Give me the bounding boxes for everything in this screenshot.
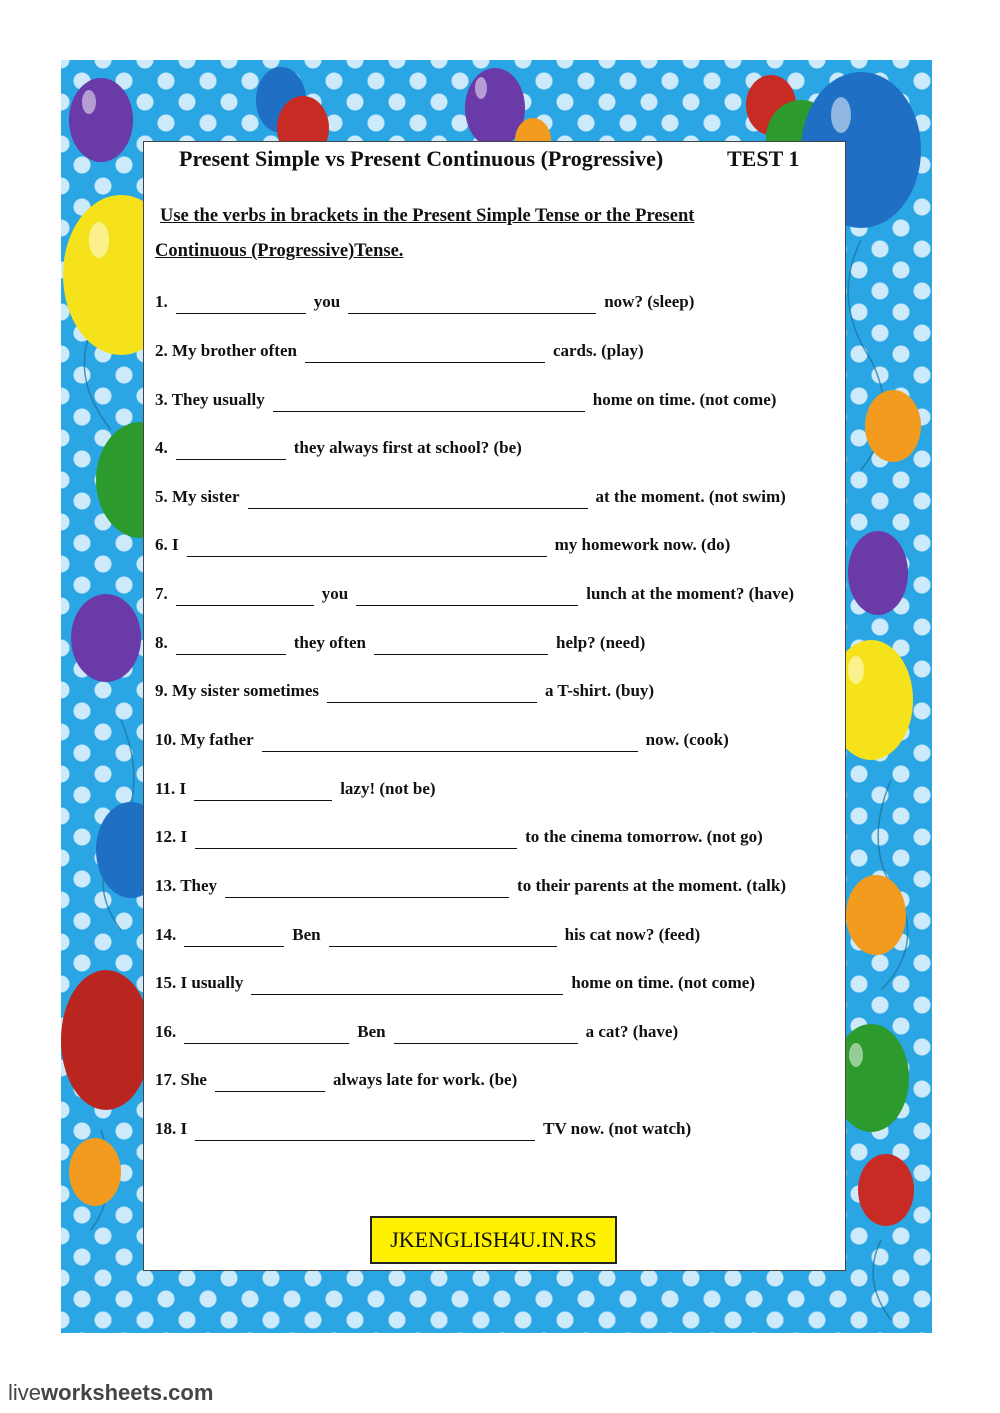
answer-blank[interactable] [329,928,557,947]
question-17 [155,1068,517,1092]
question-text: they always first at school? (be) [293,438,522,457]
answer-blank[interactable] [348,295,596,314]
answer-blank[interactable] [273,393,585,412]
question-3 [155,388,776,412]
question-text: 12. I [155,827,188,846]
question-2 [155,339,644,363]
question-text: home on time. (not come) [571,973,755,992]
question-15 [155,971,755,995]
question-text: TV now. (not watch) [543,1119,692,1138]
answer-blank[interactable] [374,636,548,655]
question-text: to their parents at the moment. (talk) [517,876,787,895]
question-text: 6. I [155,535,179,554]
brand-suffix: worksheets.com [41,1380,214,1405]
worksheet-title: Present Simple vs Present Continuous (Progressive) [179,146,664,171]
brand-prefix: live [8,1380,42,1405]
question-text: 15. I usually [155,973,244,992]
answer-blank[interactable] [176,295,306,314]
question-11 [155,777,436,801]
answer-blank[interactable] [187,538,547,557]
instruction-line-2: Continuous (Progressive)Tense. [155,241,404,261]
question-text: 8. [155,633,168,652]
question-text: Ben [357,1022,386,1041]
answer-blank[interactable] [195,1122,535,1141]
question-18 [155,1117,691,1141]
question-text: Ben [292,925,321,944]
answer-blank[interactable] [184,928,284,947]
question-text: 1. [155,292,168,311]
question-text: 7. [155,584,168,603]
answer-blank[interactable] [394,1025,578,1044]
answer-blank[interactable] [176,587,314,606]
question-10 [155,728,729,752]
question-14 [155,923,700,947]
question-text: help? (need) [555,633,646,652]
answer-blank[interactable] [176,636,286,655]
question-text: 9. My sister sometimes [155,681,319,700]
question-text: now. (cook) [645,730,729,749]
answer-blank[interactable] [251,976,563,995]
question-text: 11. I [155,779,187,798]
question-text: 13. They [155,876,218,895]
question-text: they often [293,633,366,652]
question-text: 16. [155,1022,177,1041]
question-text: a T-shirt. (buy) [544,681,655,700]
answer-blank[interactable] [305,344,545,363]
answer-blank[interactable] [215,1073,325,1092]
answer-blank[interactable] [184,1025,349,1044]
question-text: cards. (play) [552,341,644,360]
question-6 [155,533,730,557]
question-text: always late for work. (be) [332,1070,518,1089]
question-text: home on time. (not come) [592,390,777,409]
answer-blank[interactable] [356,587,578,606]
answer-blank[interactable] [327,684,537,703]
question-text: my homework now. (do) [554,535,731,554]
question-text: to the cinema tomorrow. (not go) [525,827,763,846]
answer-blank[interactable] [195,830,517,849]
question-text: at the moment. (not swim) [595,487,786,506]
question-9 [155,679,654,703]
question-text: 3. They usually [155,390,265,409]
liveworksheets-logo [8,1380,213,1406]
test-label: TEST 1 [727,146,800,171]
question-text: you [313,292,341,311]
question-text: 10. My father [155,730,254,749]
answer-blank[interactable] [225,879,509,898]
footer-site-label: JKENGLISH4U.IN.RS [370,1216,617,1264]
answer-blank[interactable] [176,441,286,460]
instruction-line-1: Use the verbs in brackets in the Present Simple Tense or the Present [160,206,695,226]
question-text: lazy! (not be) [340,779,436,798]
answer-blank[interactable] [194,782,332,801]
question-text: his cat now? (feed) [564,925,701,944]
question-13 [155,874,786,898]
question-4 [155,436,522,460]
answer-blank[interactable] [262,733,638,752]
question-12 [155,825,763,849]
question-text: 14. [155,925,177,944]
question-8 [155,631,645,655]
question-16 [155,1020,678,1044]
question-text: now? (sleep) [604,292,695,311]
question-text: you [321,584,349,603]
answer-blank[interactable] [248,490,588,509]
question-text: 17. She [155,1070,207,1089]
question-text: 4. [155,438,168,457]
question-text: a cat? (have) [585,1022,679,1041]
question-text: 18. I [155,1119,188,1138]
question-text: 5. My sister [155,487,240,506]
question-1 [155,290,694,314]
question-5 [155,485,786,509]
question-7 [155,582,794,606]
question-text: lunch at the moment? (have) [586,584,794,603]
question-text: 2. My brother often [155,341,297,360]
